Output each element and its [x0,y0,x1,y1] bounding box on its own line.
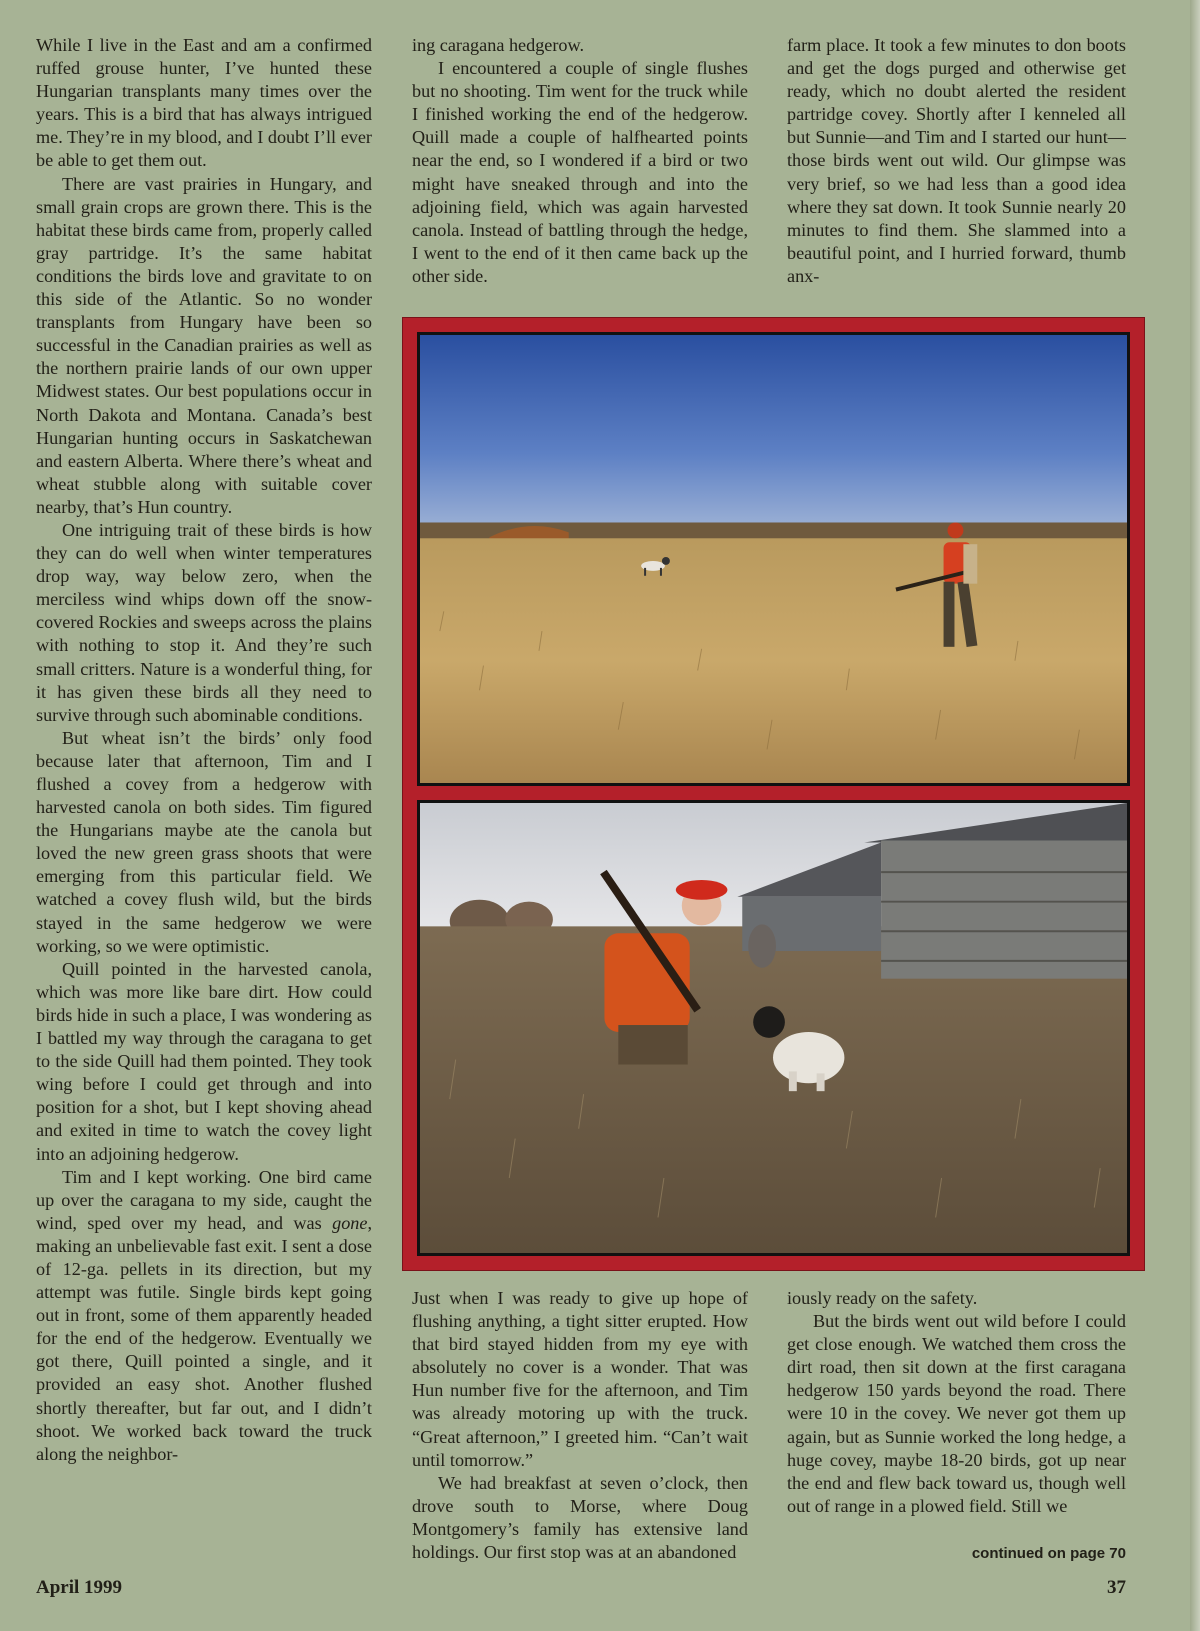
paragraph: iously ready on the safety. [787,1288,978,1308]
paragraph: Just when I was ready to give up hope of flushing anything, a tight sitter erupted. How that bird stayed hidden from my eye with absolutely no cover is a wonder. That was Hun number five for the afternoon, and Tim was already motoring up with the truck. “Great afternoon,” I greeted him. “Can’t wait until tomorrow.” [412,1288,748,1470]
barn-scene-illustration [420,803,1127,1253]
page-number: 37 [1107,1577,1126,1598]
article-column-2-bottom [412,1287,748,1564]
paragraph: But wheat isn’t the birds’ only food because later that afternoon, Tim and I flushed a covey from a hedgerow with harvested canola on both sides. Tim figured the Hungarians maybe ate the canola but loved the new green grass shoots that were emerging from this particular field. We watched a covey flush wild, but the birds stayed in the same hedgerow we were working, so we were optimistic. [36,727,372,956]
article-column-1 [36,34,372,1466]
article-column-3-bottom [787,1287,1126,1518]
paragraph: I encountered a couple of single flushes but no shooting. Tim went for the truck while I finished working the end of the hedgerow. Quill made a couple of halfhearted points near the end, so I wondered if a bird or two might have sneaked through and into the adjoining field, which was again harvested canola. Instead of battling through the hedge, I went to the end of it then came back up the other side. [412,58,748,286]
paragraph: One intriguing trait of these birds is how they can do well when winter temperatures drop way, way below zero, when the merciless wind whips down off the snow-covered Rockies and sweeps across the plains with nothing to stop it. And they’re such small critters. Nature is a wonderful thing, for it has given these birds all they need to survive through such abominable conditions. [36,519,372,725]
photo-hunter-in-wheat-field [417,332,1130,786]
paragraph: ing caragana hedgerow. [412,35,585,55]
paragraph: We had breakfast at seven o’clock, then drove south to Morse, where Doug Montgomery’s family has extensive land holdings. Our first stop was at an abandoned [412,1472,748,1563]
continued-notice: continued on page 70 [971,1545,1126,1562]
field-scene-illustration [420,335,1127,783]
photo-hunter-with-dog-and-bird [417,800,1130,1256]
paragraph: While I live in the East and am a confirmed ruffed grouse hunter, I’ve hunted these Hungarian transplants many times over the years. This is a bird that has always intrigued me. They’re in my blood, and I doubt I’ll ever be able to get them out. [36,35,372,171]
issue-date: April 1999 [36,1577,123,1598]
page-edge-shadow [1190,0,1200,1631]
paragraph [36,1166,372,1466]
article-column-3-top [787,34,1126,288]
paragraph-text: Tim and I kept working. One bird came up over the caragana to my side, caught the wind, sped over my head, and was [36,1166,372,1233]
paragraph: But the birds went out wild before I could get close enough. We watched them cross the dirt road, then sit down at the first caragana hedgerow 150 yards beyond the road. There were 10 in the covey. We never got them up again, but as Sunnie worked the long hedge, a huge covey, maybe 18-20 birds, got up near the end and flew back toward us, though well out of range in a plowed field. Still we [787,1311,1126,1516]
paragraph: farm place. It took a few minutes to don boots and get the dogs purged and otherwise get ready, which no doubt alerted the resident partridge covey. Shortly after I kenneled all but Sunnie—and Tim and I started our hunt—those birds went out wild. Our glimpse was very brief, so we had less than a good idea where they sat down. It took Sunnie nearly 20 minutes to find them. She slammed into a beautiful point, and I hurried forward, thumb anx- [787,35,1126,286]
paragraph: There are vast prairies in Hungary, and small grain crops are grown there. This is the habitat these birds came from, properly called gray partridge. It’s the same habitat conditions the birds love and gravitate to on this side of the Atlantic. So no wonder transplants from Hungary have been so successful in the Canadian prairies as well as the northern prairie lands of our own upper Midwest states. Our best populations occur in North Dakota and Montana. Canada’s best Hungarian hunting occurs in Saskatchewan and eastern Alberta. Where there’s wheat and wheat stubble along with suitable cover nearby, that’s Hun country. [36,173,372,517]
article-column-2-top [412,34,748,288]
emphasis-text: gone [332,1212,368,1233]
photo-frame [403,318,1144,1270]
paragraph-text: , making an unbelievable fast exit. I sent a dose of 12-ga. pellets in its direction, but my attempt was futile. Single birds kept going out in front, some of them apparently headed for the end of the hedgerow. Eventually we got there, Quill pointed a single, and it provided an easy shot. Another flushed shortly thereafter, but far out, and I didn’t shoot. We worked back toward the truck along the neighbor- [36,1212,372,1464]
paragraph: Quill pointed in the harvested canola, which was more like bare dirt. How could birds hide in such a place, I was wondering as I battled my way through the caragana to get to the side Quill had them pointed. They took wing before I could get through and into position for a shot, but I kept shoving ahead and exited in time to watch the covey light into an adjoining hedgerow. [36,958,372,1164]
